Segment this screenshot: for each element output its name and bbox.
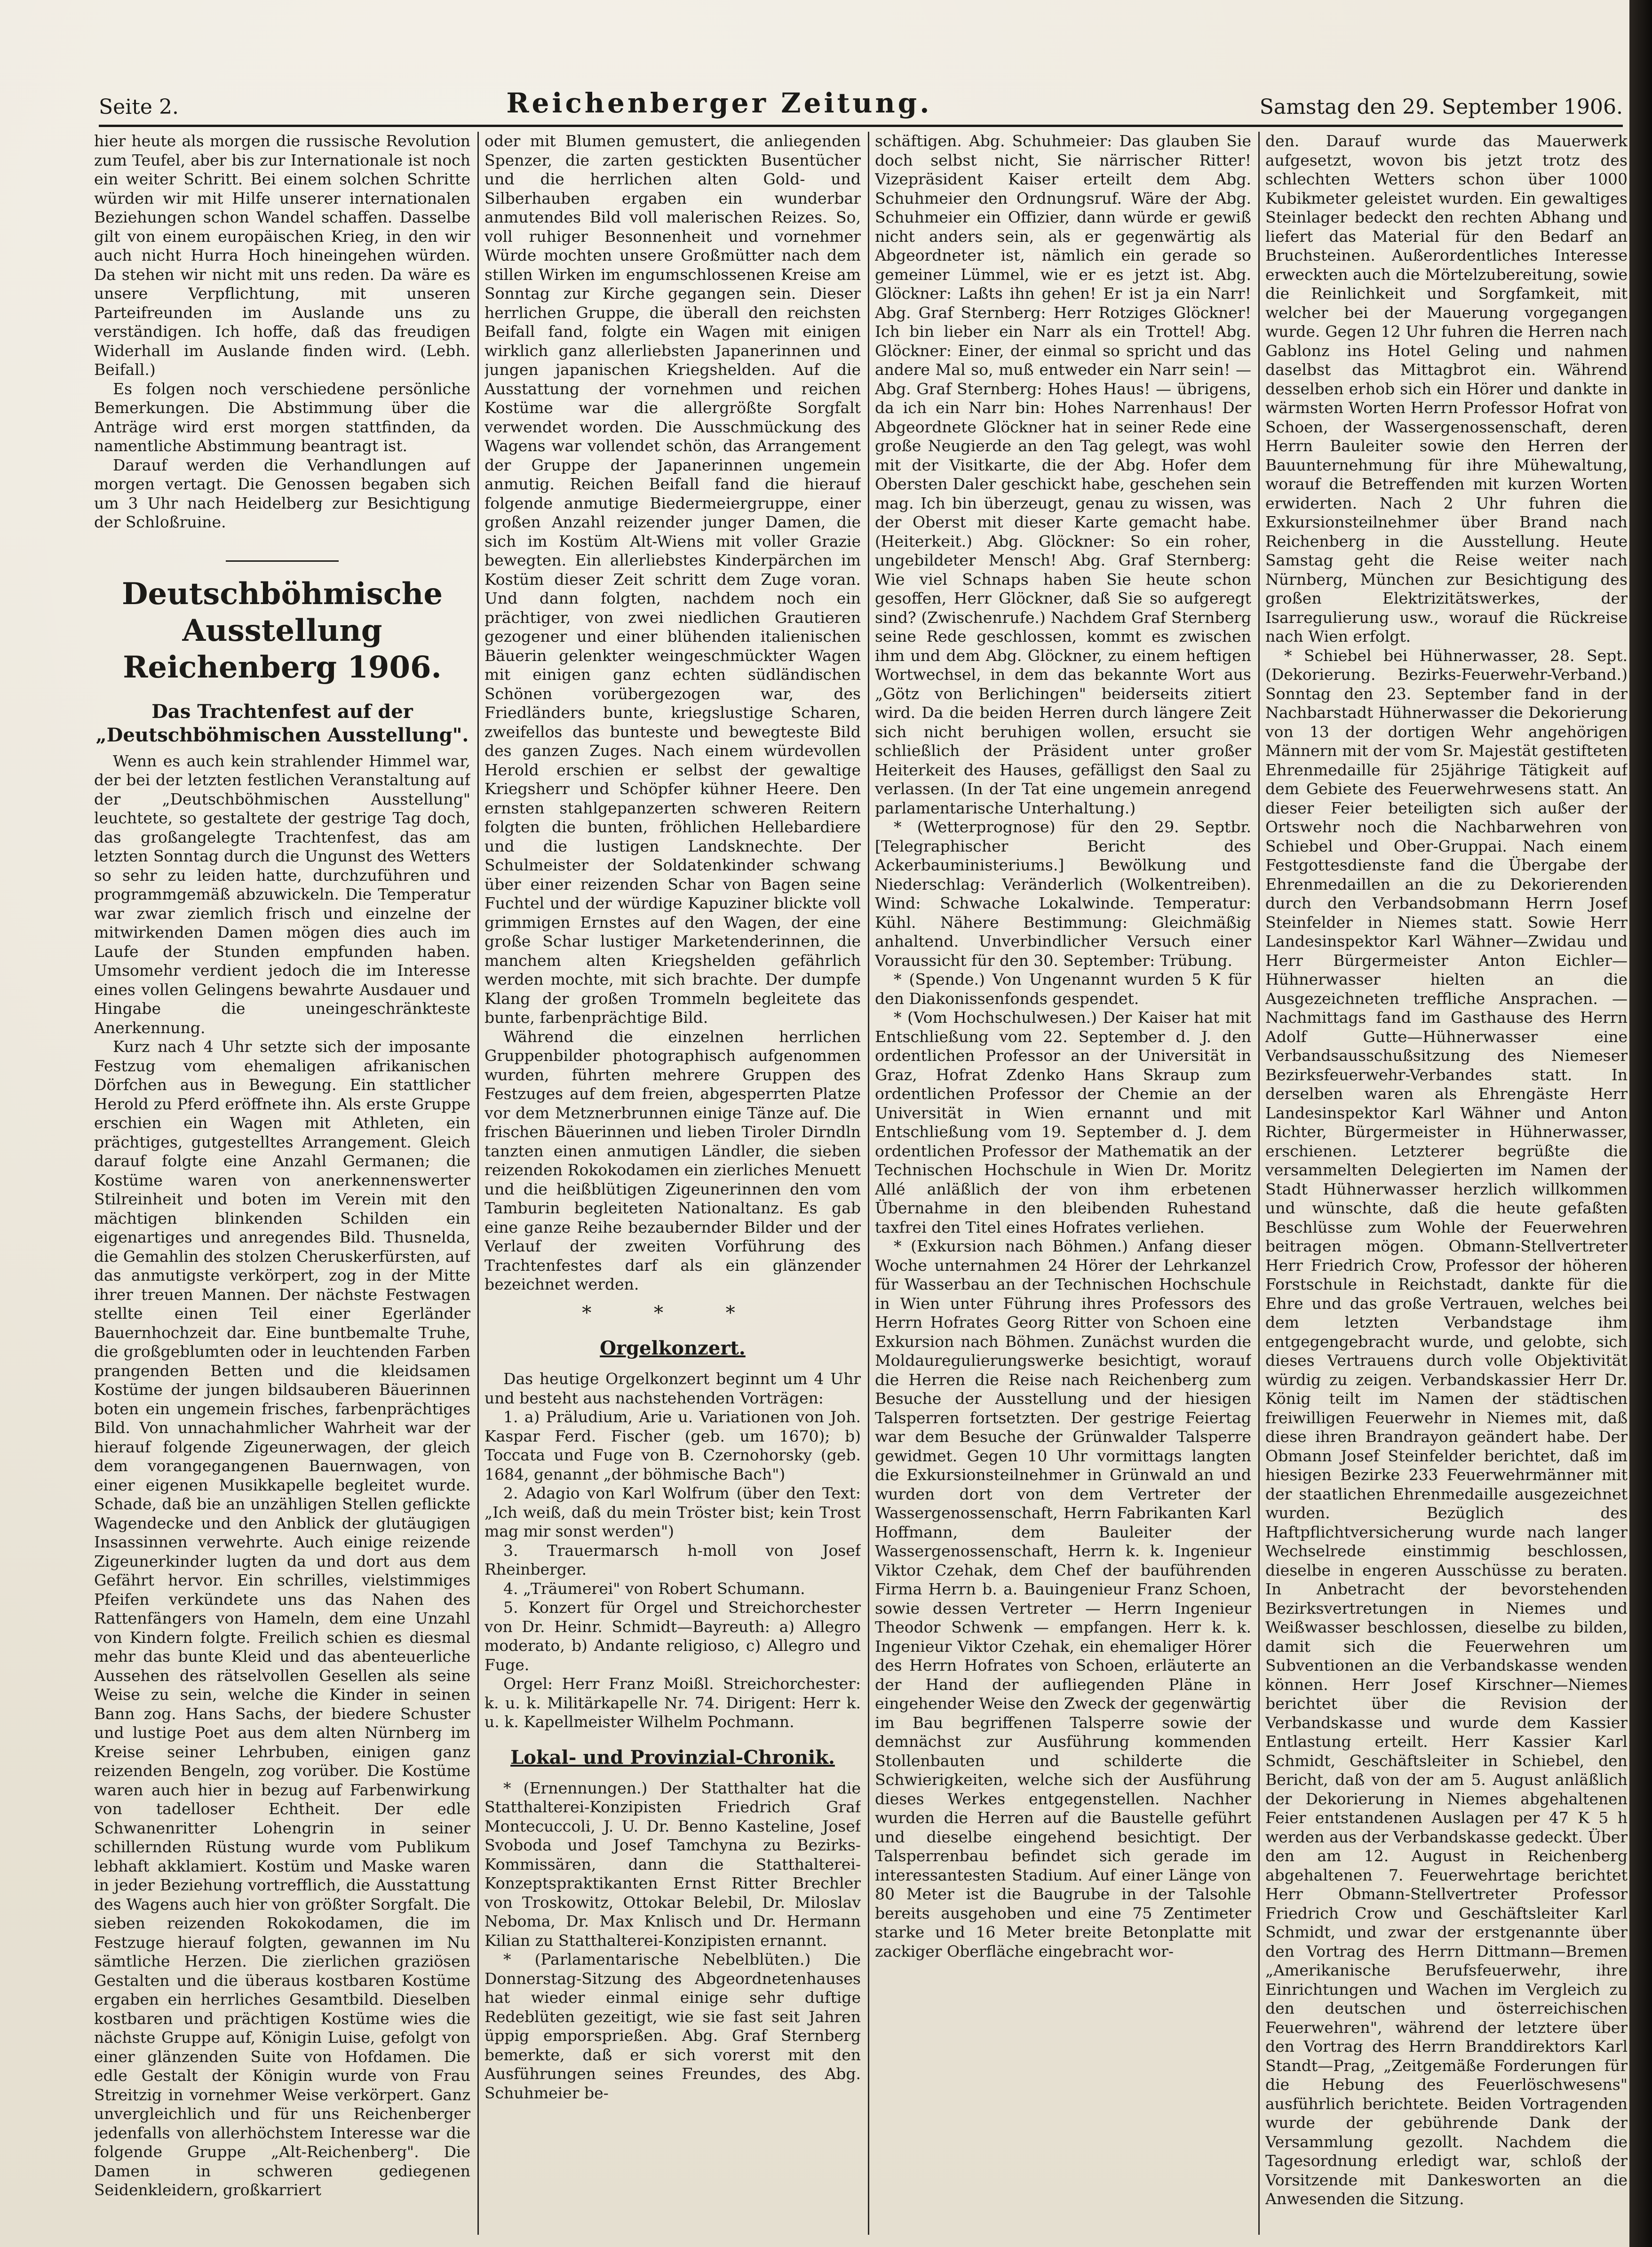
- column-3: [875, 132, 1251, 2235]
- article-paragraph: * Schiebel bei Hühnerwasser, 28. Sept. (Dekorierung. Bezirks-Feuerwehr-Verband.) Sonntag den 23. September fand in der Nachbarstadt Hühnerwasser die Dekorierung von 13 der dortigen Wehr angehörigen Männern mit der vom Sr. Majestät gestifteten Ehrenmedaille für 25jährige Tätigkeit auf dem Gebiete des Feuerwehrwesens statt. An dieser Feier beteiligten sich außer der Ortswehr noch die Nachbarwehren von Schiebel und Ober-Gruppai. Nach einem Festgottesdienste fand die Übergabe der Ehrenmedaillen an die zu Dekorierenden durch den Verbandsobmann Herrn Josef Steinfelder in Niemes statt. Sowie Herr Landesinspektor Karl Wähner—Zwidau und Herr Bürgermeister Anton Eichler—Hühnerwasser hielten an die Ausgezeichneten treffliche Ansprachen. — Nachmittags fand im Gasthause des Herrn Adolf Gutte—Hühnerwasser eine Verbandsausschußsitzung des Niemeser Bezirksfeuerwehr-Verbandes statt. In derselben waren als Ehrengäste Herr Landesinspektor Karl Wähner und Anton Richter, Bürgermeister in Hühnerwasser, erschienen. Letzterer begrüßte die versammelten Delegierten im Namen der Stadt Hühnerwasser herzlich willkommen und wünschte, daß die heute gefaßten Beschlüsse zum Wohle der Feuerwehren beitragen mögen. Obmann-Stellvertreter Herr Friedrich Crow, Professor der höheren Forstschule in Reichstadt, dankte für die Ehre und das große Vertrauen, welches bei dem letzten Verbandstage ihm entgegengebracht wurde, und gelobte, sich dieses Vertrauens durch volle Objektivität würdig zu zeigen. Verbandskassier Herr Dr. König teilt im Namen der städtischen freiwilligen Feuerwehr in Niemes mit, daß diese ihren Brandrayon geändert habe. Der Obmann Josef Steinfelder berichtet, daß im hiesigen Bezirke 233 Feuerwehrmänner mit der staatlichen Ehrenmedaille ausgezeichnet wurden. Bezüglich des Haftpflichtversicherung wurde nach langer Wechselrede einstimmig beschlossen, dieselbe in engeren Ausschüsse zu beraten. In Anbetracht der bevorstehenden Bezirksvertretungen in Niemes und Weißwasser beschlossen, dieselbe zu bilden, damit sich die Feuerwehren um Subventionen an die Verbandskasse wenden können. Herr Josef Kirschner—Niemes berichtet über die Revision der Verbandskasse und wurde dem Kassier Entlastung erteilt. Herr Kassier Karl Schmidt, Geschäftsleiter in Schiebel, den Bericht, daß von der am 5. August anläßlich der Dekorierung in Niemes abgehaltenen Feier entstandenen Auslagen per 47 K 5 h werden aus der Verbandskasse gedeckt. Über den am 12. August in Reichenberg abgehaltenen 7. Feuerwehrtage berichtet Herr Obmann-Stellvertreter Professor Friedrich Crow und Geschäftsleiter Karl Schmidt, und zwar der erstgenannte über den Vortrag des Herrn Dittmann—Bremen „Amerikanische Berufsfeuerwehr, ihre Einrichtungen und Wachen im Vergleich zu den deutschen und österreichischen Feuerwehren", während der letztere über den Vortrag des Herrn Branddirektors Karl Standt—Prag, „Zeitgemäße Forderungen für die Hebung des Feuerlöschwesens" ausführlich berichtete. Beiden Vortragenden wurde der gebührende Dank der Versammlung gezollt. Nachdem die Tagesordnung erledigt war, schloß der Vorsitzende mit Dankesworten an die Anwesenden die Sitzung.: [1265, 646, 1628, 2208]
- article-paragraph: Darauf werden die Verhandlungen auf morgen vertagt. Die Genossen begaben sich um 3 Uhr nach Heidelberg zur Besichtigung der Schloßruine.: [94, 455, 470, 531]
- article-paragraph: * (Parlamentarische Nebelblüten.) Die Donnerstag-Sitzung des Abgeordnetenhauses hat wieder einmal einige sehr duftige Redeblüten gezeitigt, wie sie fast seit Jahren üppig emporsprießen. Abg. Graf Sternberg bemerkte, daß er sich vorerst mit den Ausführungen seines Freundes, des Abg. Schuhmeier be-: [484, 1950, 861, 2102]
- column-4: [1265, 132, 1628, 2235]
- columns: [94, 132, 1628, 2239]
- program-item: 4. „Träumerei" von Robert Schumann.: [503, 1579, 805, 1598]
- article-paragraph: * (Wetterprognose) für den 29. Septbr. [Telegraphischer Bericht des Ackerbauministeriums.] Bewölkung und Niederschlag: Veränderlich (Wolkentreiben). Wind: Schwache Lokalwinde. Temperatur: Kühl. Nähere Bestimmung: Gleichmäßig anhaltend. Unverbindlicher Versuch einer Voraussicht für den 30. September: Trübung.: [875, 818, 1251, 970]
- section-stars: * * *: [582, 1302, 763, 1324]
- column-rule: [477, 132, 479, 2235]
- program-item: 5. Konzert für Orgel und Streichorchester von Dr. Heinr. Schmidt—Bayreuth: a) Allegro moderato, b) Andante religioso, c) Allegro und Fuge.: [484, 1598, 861, 1674]
- newspaper-title: Reichenberger Zeitung.: [506, 87, 932, 119]
- section-heading: Orgelkonzert.: [600, 1337, 746, 1359]
- issue-date: Samstag den 29. September 1906.: [1259, 95, 1623, 119]
- program-item: 2. Adagio von Karl Wolfrum (über den Text: „Ich weiß, daß du mein Tröster bist; kein Trost mag mir sonst werden"): [484, 1484, 861, 1540]
- page-number: Seite 2.: [99, 95, 179, 119]
- article-paragraph: Orgel: Herr Franz Moißl. Streichorchester: k. u. k. Militärkapelle Nr. 74. Dirigent: Herr k. u. k. Kapellmeister Wilhelm Pochmann.: [484, 1674, 861, 1731]
- article-paragraph: * (Vom Hochschulwesen.) Der Kaiser hat mit Entschließung vom 22. September d. J. den ordentlichen Professor an der Universität in Graz, Hofrat Zdenko Hans Skraup zum ordentlichen Professor der Chemie an der Universität in Wien ernannt und mit Entschließung vom 19. September d. J. dem ordentlichen Professor der Mathematik an der Technischen Hochschule in Wien Dr. Moritz Allé anläßlich der von ihm erbetenen Übernahme in den bleibenden Ruhestand taxfrei den Titel eines Hofrates verliehen.: [875, 1008, 1251, 1236]
- column-2: [484, 132, 861, 2235]
- article-paragraph: hier heute als morgen die russische Revolution zum Teufel, aber bis zur Internationale ist noch ein weiter Schritt. Bei einem solchen Schritte würden wir mit Hilfe unserer internationalen Beziehungen schon Wandel schaffen. Dasselbe gilt von einem europäischen Krieg, in den wir auch nicht Hurra Hoch hineingehen würden. Da stehen wir nicht mit uns reden. Da wäre es unsere Verpflichtung, mit unseren Parteifreunden im Auslande uns zu verständigen. Ich hoffe, daß das freudigen Widerhall im Auslande finden wird. (Lebh. Beifall.): [94, 132, 470, 379]
- article-paragraph: Während die einzelnen herrlichen Gruppenbilder photographisch aufgenommen wurden, führten mehrere Gruppen des Festzuges auf dem freien, abgesperrten Platze vor dem Metznerbrunnen einige Tänze auf. Die frischen Bäuerinnen und lieben Tiroler Dirndln tanzten einen anmutigen Ländler, die sieben reizenden Rokokodamen ein zierliches Menuett und die heißblütigen Zigeunerinnen den vom Tamburin begleiteten Nationaltanz. Es gab eine ganze Reihe bezaubernder Bilder und der Verlauf der zweiten Vorführung des Trachtenfestes darf als ein glänzender bezeichnet werden.: [484, 1027, 861, 1293]
- article-subheading: Das Trachtenfest auf der „Deutschböhmischen Ausstellung".: [95, 700, 469, 746]
- article-paragraph: Das heutige Orgelkonzert beginnt um 4 Uhr und besteht aus nachstehenden Vorträgen:: [484, 1370, 861, 1407]
- program-item: 3. Trauermarsch h-moll von Josef Rheinberger.: [484, 1541, 861, 1578]
- divider: [226, 560, 339, 562]
- article-heading: Deutschböhmische Ausstellung Reichenberg 1906.: [121, 576, 443, 685]
- masthead: [99, 71, 1623, 127]
- article-paragraph: Kurz nach 4 Uhr setzte sich der imposante Festzug vom ehemaligen afrikanischen Dörfchen aus in Bewegung. Ein stattlicher Herold zu Pferd eröffnete ihn. Als erste Gruppe erschien ein Wagen mit Athleten, ein prächtiges, gutgestelltes Arrangement. Gleich darauf folgte eine Anzahl Germanen; die Kostüme waren von anerkennenswerter Stilreinheit und boten im Verein mit den mächtigen blinkenden Schilden ein eigenartiges und anregendes Bild. Thusnelda, die Gemahlin des stolzen Cheruskerfürsten, auf das anmutigste verkörpert, zog in der Mitte ihrer treuen Mannen. Der nächste Festwagen stellte einen Teil einer Egerländer Bauernhochzeit dar. Eine buntbemalte Truhe, die großgeblumten oder in leuchtenden Farben prangenden Betten und die kleidsamen Kostüme der jungen bildsauberen Bäuerinnen boten ein ungemein frisches, farbenprächtiges Bild. Von unnachahmlicher Wahrheit war der hierauf folgende Zigeunerwagen, der gleich dem vorangegangenen Bauernwagen, von einer eigenen Musikkapelle begleitet wurde. Schade, daß bie an unzähligen Stellen geflickte Wagendecke und den Anblick der glutäugigen Insassinnen verwehrte. Auch einige reizende Zigeunerkinder lugten da und dort aus dem Gefährt hervor. Ein schrilles, vielstimmiges Pfeifen verkündete uns das Nahen des Rattenfängers von Hameln, dem eine Unzahl von Kindern folgte. Freilich schien es diesmal mehr das bunte Kleid und das abenteuerliche Aussehen des rätselvollen Gesellen als seine Weise zu sein, welche die Kinder in seinen Bann zog. Hans Sachs, der biedere Schuster und lustige Poet aus dem alten Nürnberg im Kreise seiner Lehrbuben, einigen ganz reizenden Bengeln, zog vorüber. Die Kostüme waren auch hier in bezug auf Farbenwirkung von tadelloser Echtheit. Der edle Schwanenritter Lohengrin in seiner schillernden Rüstung wurde vom Publikum lebhaft akklamiert. Kostüm und Maske waren in jeder Beziehung vortrefflich, die Ausstattung des Wagens auch hier von größter Sorgfalt. Die sieben reizenden Rokokodamen, die im Festzuge hierauf folgten, gewannen im Nu sämtliche Herzen. Die zierlichen graziösen Gestalten und die überaus kostbaren Kostüme ergaben ein herrliches Gesamtbild. Dieselben kostbaren und prächtigen Kostüme wies die nächste Gruppe auf, Königin Luise, gefolgt von einer glänzenden Suite von Hofdamen. Die edle Gestalt der Königin wurde von Frau Streitzig in vornehmer Weise verkörpert. Ganz unvergleichlich und für uns Reichenberger jedenfalls von allerhöchstem Interesse war die folgende Gruppe „Alt-Reichenberg". Die Damen in schweren gediegenen Seidenkleidern, großkarriert: [94, 1037, 470, 2199]
- column-1: [94, 132, 470, 2235]
- section-heading: Lokal- und Provinzial-Chronik.: [510, 1746, 835, 1769]
- column-rule: [868, 132, 869, 2235]
- article-paragraph: * (Ernennungen.) Der Statthalter hat die Statthalterei-Konzipisten Friedrich Graf Montecuccoli, J. U. Dr. Benno Kasteline, Josef Svoboda und Josef Tamchyna zu Bezirks-Kommissären, dann die Statthalterei-Konzeptspraktikanten Ernst Ritter Brechler von Troskowitz, Ottokar Belebil, Dr. Miloslav Neboma, Dr. Max Knlisch und Dr. Hermann Kilian zu Statthalterei-Konzipisten ernannt.: [484, 1778, 861, 1950]
- article-paragraph: den. Darauf wurde das Mauerwerk aufgesetzt, wovon bis jetzt trotz des schlechten Wetters schon über 1000 Kubikmeter geleistet wurden. Ein gewaltiges Steinlager bedeckt den rechten Abhang und liefert das Material für den Bedarf an Bruchsteinen. Außerordentliches Interesse erweckten auch die Mörtelzubereitung, sowie die Reinlichkeit und Sorgfamkeit, mit welcher bei der Mauerung vorgegangen wurde. Gegen 12 Uhr fuhren die Herren nach Gablonz ins Hotel Geling und nahmen daselbst das Mittagbrot ein. Während desselben erhob sich ein Hörer und dankte in wärmsten Worten Herrn Professor Hofrat von Schoen, der Wassergenossenschaft, deren Herrn Bauleiter sowie den Herren der Bauunternehmung für ihre Mühewaltung, worauf die Betreffenden mit kurzen Worten erwiderten. Nach 2 Uhr fuhren die Exkursionsteilnehmer über Brand nach Reichenberg in die Ausstellung. Heute Samstag geht die Reise weiter nach Nürnberg, München zur Besichtigung des großen Elektrizitätswerkes, der Isarregulierung usw., worauf die Rückreise nach Wien erfolgt.: [1265, 132, 1628, 645]
- article-paragraph: * (Exkursion nach Böhmen.) Anfang dieser Woche unternahmen 24 Hörer der Lehrkanzel für Wasserbau an der Technischen Hochschule in Wien unter Führung ihres Professors des Herrn Hofrates Georg Ritter von Schoen eine Exkursion nach Böhmen. Zunächst wurden die Moldauregulierungswerke besichtigt, worauf die Herren die Reise nach Reichenberg zum Besuche der Ausstellung und der hiesigen Talsperren fortsetzten. Der gestrige Feiertag war dem Besuche der Grünwalder Talsperre gewidmet. Gegen 10 Uhr vormittags langten die Exkursionsteilnehmer in Grünwald an und wurden dort von dem Vertreter der Wassergenossenschaft, Herrn Fabrikanten Karl Hoffmann, dem Bauleiter der Wassergenossenschaft, Herrn k. k. Ingenieur Viktor Czehak, dem Chef der bauführenden Firma Herrn b. a. Bauingenieur Franz Schoen, sowie dessen Vertreter — Herrn Ingenieur Theodor Schwenk — empfangen. Herr k. k. Ingenieur Viktor Czehak, ein ehemaliger Hörer des Herrn Hofrates von Schoen, erläuterte an der Hand der aufliegenden Pläne in eingehender Weise den Zweck der gegenwärtig im Bau begriffenen Talsperre sowie der demnächst zur Ausführung kommenden Stollenbauten und schilderte die Schwierigkeiten, welche sich der Ausführung dieses Werkes entgegenstellen. Nachher wurden die Herren auf die Baustelle geführt und dieselbe eingehend besichtigt. Der Talsperrenbau befindet sich gerade im interessantesten Stadium. Auf einer Länge von 80 Meter ist die Baugrube in der Talsohle bereits ausgehoben und eine 75 Zentimeter starke und 16 Meter breite Betonplatte mit zackiger Oberfläche eingebracht wor-: [875, 1237, 1251, 1960]
- article-paragraph: Es folgen noch verschiedene persönliche Bemerkungen. Die Abstimmung über die Anträge wird erst morgen stattfinden, da namentliche Abstimmung beantragt ist.: [94, 379, 470, 455]
- article-paragraph: * (Spende.) Von Ungenannt wurden 5 K für den Diakonissenfonds gespendet.: [875, 970, 1251, 1008]
- article-paragraph: oder mit Blumen gemustert, die anliegenden Spenzer, die zarten gestickten Busentücher und die herrlichen alten Gold- und Silberhauben ergaben ein wunderbar anmutendes Bild voll malerischen Reizes. So, voll ruhiger Besonnenheit und vornehmer Würde mochten unsere Großmütter nach dem stillen Wirken im engumschlossenen Kreise am Sonntag zur Kirche gegangen sein. Dieser herrlichen Gruppe, die überall den reichsten Beifall fand, folgte ein Wagen mit einigen wirklich ganz allerliebsten Japanerinnen und jungen japanischen Kriegshelden. Auf die Ausstattung der vornehmen und reichen Kostüme war die allergrößte Sorgfalt verwendet worden. Die Ausschmückung des Wagens war vollendet schön, das Arrangement der Gruppe der Japanerinnen ungemein anmutig. Reichen Beifall fand die hierauf folgende anmutige Biedermeiergruppe, einer großen Anzahl reizender junger Damen, die sich im Kostüm Alt-Wiens mit voller Grazie bewegten. Ein allerliebstes Kinderpärchen im Kostüm dieser Zeit schritt dem Zuge voran. Und dann folgten, nachdem noch ein prächtiger, von zwei niedlichen Grautieren gezogener und einer blühenden italienischen Bäuerin gelenkter weingeschmückter Wagen mit einigen ganz echten südländischen Schönen vorübergezogen war, des Friedländers bunte, kriegslustige Scharen, zweifellos das bunteste und bewegteste Bild des ganzen Zuges. Nach einem würdevollen Herold erschien er selbst der gewaltige Kriegsherr und Schöpfer kühner Heere. Den ernsten stahlgepanzerten schweren Reitern folgten die bunten, fröhlichen Hellebardiere und die lustigen Landsknechte. Der Schulmeister der Soldatenkinder schwang über einer reizenden Schar von Bagen seine Fuchtel und der würdige Kapuziner blickte voll grimmigen Ernstes auf den Wagen, der eine große Schar lustiger Marketenderinnen, die manchem alten Kriegshelden gefährlich werden mochte, mit sich brachte. Der dumpfe Klang der großen Trommeln begleitete das bunte, farbenprächtige Bild.: [484, 132, 861, 1027]
- page-edge-shadow: [1629, 0, 1652, 2247]
- article-paragraph: schäftigen. Abg. Schuhmeier: Das glauben Sie doch selbst nicht, Sie närrischer Ritter! Vizepräsident Kaiser erteilt dem Abg. Schuhmeier den Ordnungsruf. Wäre der Abg. Schuhmeier ein Offizier, dann würde er gewiß nicht anders sein, als er gegenwärtig als Abgeordneter ist, nämlich ein gerade so gemeiner Lümmel, wie er es jetzt ist. Abg. Glöckner: Laßts ihn gehen! Er ist ja ein Narr! Abg. Graf Sternberg: Herr Rotziges Glöckner! Ich bin lieber ein Narr als ein Trottel! Abg. Glöckner: Einer, der einmal so spricht und das andere Mal so, muß entweder ein Narr sein! — Abg. Graf Sternberg: Hohes Haus! — übrigens, da ich ein Narr bin: Hohes Narrenhaus! Der Abgeordnete Glöckner hat in seiner Rede eine große Neugierde an den Tag gelegt, was wohl mit der Visitkarte, die der Abg. Hofer dem Obersten Daler geschickt habe, geschehen sein mag. Ich bin überzeugt, genau zu wissen, was der Oberst mit dieser Karte gemacht habe. (Heiterkeit.) Abg. Glöckner: So ein roher, ungebildeter Mensch! Abg. Graf Sternberg: Wie viel Schnaps haben Sie heute schon gesoffen, Herr Glöckner, daß Sie so aufgeregt sind? (Zwischenrufe.) Nachdem Graf Sternberg seine Rede geschlossen, kommt es zwischen ihm und dem Abg. Glöckner, zu einem heftigen Wortwechsel, in dem das bekannte Wort aus „Götz von Berlichingen" beiderseits zitiert wird. Da die beiden Herren durch längere Zeit sich nicht beruhigen wollen, ersucht sie schließlich der Präsident unter großer Heiterkeit des Hauses, gefälligst den Saal zu verlassen. (In der Tat eine ungemein anregend parlamentarische Unterhaltung.): [875, 132, 1251, 817]
- program-item: 1. a) Präludium, Arie u. Variationen von Joh. Kaspar Ferd. Fischer (geb. um 1670); b) Toccata und Fuge von B. Czernohorsky (geb. 1684, genannt „der böhmische Bach"): [484, 1408, 861, 1483]
- article-paragraph: Wenn es auch kein strahlender Himmel war, der bei der letzten festlichen Veranstaltung auf der „Deutschböhmischen Ausstellung" leuchtete, so gestaltete der gestrige Tag doch, das großangelegte Trachtenfest, das am letzten Sonntag durch die Ungunst des Wetters so sehr zu leiden hatte, durchzuführen und programmgemäß abzuwickeln. Die Temperatur war zwar ziemlich frisch und einzelne der mitwirkenden Damen mögen dies auch im Laufe der Stunden empfunden haben. Umsomehr verdient jedoch die im Interesse eines vollen Gelingens bewahrte Ausdauer und Hingabe die uneingeschränkteste Anerkennung.: [94, 751, 470, 1037]
- column-rule: [1258, 132, 1260, 2235]
